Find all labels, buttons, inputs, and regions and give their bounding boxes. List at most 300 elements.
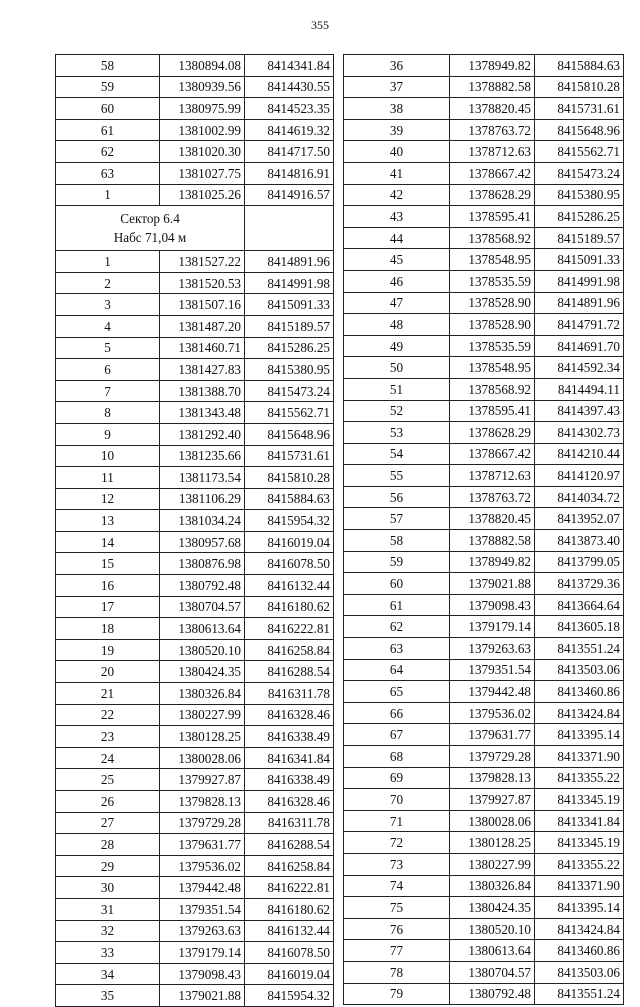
section-title: Сектор 6.4 xyxy=(120,211,180,227)
table-row xyxy=(344,551,624,573)
x-coordinate-cell: 1379927.87 xyxy=(450,789,535,811)
point-number-cell: 5 xyxy=(56,337,160,359)
point-number-cell: 59 xyxy=(344,551,450,573)
point-number-cell: 52 xyxy=(344,400,450,422)
point-number-cell: 64 xyxy=(344,659,450,681)
point-number-cell: 67 xyxy=(344,724,450,746)
section-header-cell xyxy=(56,206,245,251)
table-row xyxy=(344,681,624,703)
x-coordinate-cell: 1378820.45 xyxy=(450,98,535,120)
y-coordinate-cell: 8416311.78 xyxy=(245,683,334,705)
table-row xyxy=(344,55,624,77)
table-row xyxy=(56,639,334,661)
y-coordinate-cell: 8416341.84 xyxy=(245,747,334,769)
y-coordinate-cell: 8416019.04 xyxy=(245,531,334,553)
point-number-cell: 39 xyxy=(344,119,450,141)
right-table-body xyxy=(344,55,624,1005)
y-coordinate-cell: 8413371.90 xyxy=(535,746,624,768)
x-coordinate-cell: 1381427.83 xyxy=(160,359,245,381)
table-row xyxy=(344,746,624,768)
table-row xyxy=(56,855,334,877)
point-number-cell: 22 xyxy=(56,704,160,726)
x-coordinate-cell: 1380424.35 xyxy=(160,661,245,683)
table-row xyxy=(56,294,334,316)
table-row xyxy=(56,704,334,726)
x-coordinate-cell: 1381507.16 xyxy=(160,294,245,316)
point-number-cell: 1 xyxy=(56,184,160,206)
x-coordinate-cell: 1380227.99 xyxy=(450,853,535,875)
point-number-cell: 45 xyxy=(344,249,450,271)
y-coordinate-cell: 8413952.07 xyxy=(535,508,624,530)
x-coordinate-cell: 1381034.24 xyxy=(160,510,245,532)
point-number-cell: 70 xyxy=(344,789,450,811)
point-number-cell: 3 xyxy=(56,294,160,316)
y-coordinate-cell: 8413460.86 xyxy=(535,681,624,703)
table-row xyxy=(344,897,624,919)
table-row xyxy=(344,357,624,379)
point-number-cell: 63 xyxy=(344,638,450,660)
table-row xyxy=(344,853,624,875)
point-number-cell: 55 xyxy=(344,465,450,487)
y-coordinate-cell: 8415380.95 xyxy=(245,359,334,381)
x-coordinate-cell: 1378667.42 xyxy=(450,443,535,465)
x-coordinate-cell: 1378548.95 xyxy=(450,249,535,271)
x-coordinate-cell: 1379098.43 xyxy=(450,594,535,616)
point-number-cell: 27 xyxy=(56,812,160,834)
x-coordinate-cell: 1381020.30 xyxy=(160,141,245,163)
y-coordinate-cell: 8415731.61 xyxy=(535,98,624,120)
x-coordinate-cell: 1378763.72 xyxy=(450,486,535,508)
point-number-cell: 26 xyxy=(56,791,160,813)
point-number-cell: 16 xyxy=(56,575,160,597)
table-row xyxy=(56,251,334,273)
x-coordinate-cell: 1379536.02 xyxy=(450,702,535,724)
table-row xyxy=(344,335,624,357)
section-subtitle: Набс 71,04 м xyxy=(113,230,187,246)
y-coordinate-cell: 8414397.43 xyxy=(535,400,624,422)
x-coordinate-cell: 1381027.75 xyxy=(160,162,245,184)
x-coordinate-cell: 1378595.41 xyxy=(450,400,535,422)
table-row xyxy=(56,834,334,856)
x-coordinate-cell: 1379179.14 xyxy=(160,942,245,964)
point-number-cell: 35 xyxy=(56,985,160,1007)
table-row xyxy=(56,553,334,575)
point-number-cell: 58 xyxy=(56,55,160,77)
point-number-cell: 65 xyxy=(344,681,450,703)
x-coordinate-cell: 1379729.28 xyxy=(160,812,245,834)
point-number-cell: 33 xyxy=(56,942,160,964)
table-row xyxy=(56,898,334,920)
x-coordinate-cell: 1378528.90 xyxy=(450,314,535,336)
table-row xyxy=(344,378,624,400)
y-coordinate-cell: 8416328.46 xyxy=(245,791,334,813)
x-coordinate-cell: 1378528.90 xyxy=(450,292,535,314)
y-coordinate-cell: 8414430.55 xyxy=(245,76,334,98)
table-row xyxy=(56,769,334,791)
point-number-cell: 77 xyxy=(344,940,450,962)
point-number-cell: 29 xyxy=(56,855,160,877)
table-row xyxy=(344,702,624,724)
y-coordinate-cell: 8413341.84 xyxy=(535,810,624,832)
x-coordinate-cell: 1381002.99 xyxy=(160,119,245,141)
x-coordinate-cell: 1380704.57 xyxy=(450,961,535,983)
point-number-cell: 60 xyxy=(56,98,160,120)
point-number-cell: 49 xyxy=(344,335,450,357)
point-number-cell: 32 xyxy=(56,920,160,942)
point-number-cell: 4 xyxy=(56,315,160,337)
y-coordinate-cell: 8415648.96 xyxy=(535,119,624,141)
x-coordinate-cell: 1378535.59 xyxy=(450,335,535,357)
y-coordinate-cell: 8415562.71 xyxy=(245,402,334,424)
x-coordinate-cell: 1379351.54 xyxy=(450,659,535,681)
point-number-cell: 6 xyxy=(56,359,160,381)
point-number-cell: 61 xyxy=(56,119,160,141)
point-number-cell: 61 xyxy=(344,594,450,616)
point-number-cell: 2 xyxy=(56,272,160,294)
y-coordinate-cell: 8416258.84 xyxy=(245,855,334,877)
x-coordinate-cell: 1381106.29 xyxy=(160,488,245,510)
point-number-cell: 68 xyxy=(344,746,450,768)
x-coordinate-cell: 1379442.48 xyxy=(450,681,535,703)
x-coordinate-cell: 1381460.71 xyxy=(160,337,245,359)
table-row xyxy=(344,141,624,163)
point-number-cell: 79 xyxy=(344,983,450,1005)
table-row xyxy=(56,661,334,683)
table-row xyxy=(344,961,624,983)
point-number-cell: 7 xyxy=(56,380,160,402)
y-coordinate-cell: 8415954.32 xyxy=(245,985,334,1007)
table-row xyxy=(56,380,334,402)
table-row xyxy=(344,443,624,465)
x-coordinate-cell: 1380957.68 xyxy=(160,531,245,553)
y-coordinate-cell: 8415189.57 xyxy=(535,227,624,249)
x-coordinate-cell: 1381173.54 xyxy=(160,467,245,489)
y-coordinate-cell: 8413503.06 xyxy=(535,961,624,983)
point-number-cell: 24 xyxy=(56,747,160,769)
x-coordinate-cell: 1380876.98 xyxy=(160,553,245,575)
x-coordinate-cell: 1378535.59 xyxy=(450,270,535,292)
point-number-cell: 58 xyxy=(344,530,450,552)
y-coordinate-cell: 8416180.62 xyxy=(245,596,334,618)
point-number-cell: 60 xyxy=(344,573,450,595)
y-coordinate-cell: 8413371.90 xyxy=(535,875,624,897)
x-coordinate-cell: 1379828.13 xyxy=(450,767,535,789)
point-number-cell: 38 xyxy=(344,98,450,120)
y-coordinate-cell: 8414891.96 xyxy=(535,292,624,314)
point-number-cell: 74 xyxy=(344,875,450,897)
x-coordinate-cell: 1379631.77 xyxy=(160,834,245,856)
table-row xyxy=(56,162,334,184)
y-coordinate-cell: 8416132.44 xyxy=(245,575,334,597)
point-number-cell: 10 xyxy=(56,445,160,467)
table-row xyxy=(56,467,334,489)
x-coordinate-cell: 1380939.56 xyxy=(160,76,245,98)
y-coordinate-cell: 8416222.81 xyxy=(245,877,334,899)
y-coordinate-cell: 8413460.86 xyxy=(535,940,624,962)
point-number-cell: 62 xyxy=(56,141,160,163)
table-row xyxy=(56,359,334,381)
point-number-cell: 9 xyxy=(56,423,160,445)
x-coordinate-cell: 1380613.64 xyxy=(450,940,535,962)
y-coordinate-cell: 8413355.22 xyxy=(535,853,624,875)
x-coordinate-cell: 1380326.84 xyxy=(160,683,245,705)
x-coordinate-cell: 1380028.06 xyxy=(450,810,535,832)
x-coordinate-cell: 1378712.63 xyxy=(450,465,535,487)
point-number-cell: 57 xyxy=(344,508,450,530)
table-row xyxy=(56,55,334,77)
table-row xyxy=(344,508,624,530)
table-row xyxy=(344,594,624,616)
y-coordinate-cell: 8416078.50 xyxy=(245,942,334,964)
y-coordinate-cell: 8413345.19 xyxy=(535,789,624,811)
right-coordinates-table xyxy=(343,54,624,1005)
x-coordinate-cell: 1379021.88 xyxy=(160,985,245,1007)
table-row xyxy=(344,206,624,228)
table-row xyxy=(344,638,624,660)
x-coordinate-cell: 1379351.54 xyxy=(160,898,245,920)
y-coordinate-cell: 8415473.24 xyxy=(245,380,334,402)
table-row xyxy=(56,315,334,337)
y-coordinate-cell: 8414717.50 xyxy=(245,141,334,163)
y-coordinate-cell: 8415810.28 xyxy=(535,76,624,98)
y-coordinate-cell: 8413395.14 xyxy=(535,724,624,746)
table-row xyxy=(56,575,334,597)
y-coordinate-cell: 8415648.96 xyxy=(245,423,334,445)
y-coordinate-cell: 8413424.84 xyxy=(535,702,624,724)
y-coordinate-cell: 8414302.73 xyxy=(535,422,624,444)
y-coordinate-cell: 8414494.11 xyxy=(535,378,624,400)
y-coordinate-cell: 8415473.24 xyxy=(535,162,624,184)
section-header-body xyxy=(56,206,334,251)
point-number-cell: 17 xyxy=(56,596,160,618)
table-row xyxy=(344,573,624,595)
table-row xyxy=(344,184,624,206)
point-number-cell: 19 xyxy=(56,639,160,661)
x-coordinate-cell: 1378628.29 xyxy=(450,422,535,444)
x-coordinate-cell: 1380613.64 xyxy=(160,618,245,640)
x-coordinate-cell: 1378820.45 xyxy=(450,508,535,530)
point-number-cell: 66 xyxy=(344,702,450,724)
point-number-cell: 56 xyxy=(344,486,450,508)
table-row xyxy=(344,465,624,487)
y-coordinate-cell: 8416288.54 xyxy=(245,661,334,683)
x-coordinate-cell: 1380975.99 xyxy=(160,98,245,120)
x-coordinate-cell: 1378882.58 xyxy=(450,530,535,552)
point-number-cell: 46 xyxy=(344,270,450,292)
y-coordinate-cell: 8413345.19 xyxy=(535,832,624,854)
table-row xyxy=(56,402,334,424)
table-row xyxy=(344,832,624,854)
table-row xyxy=(56,920,334,942)
table-row xyxy=(56,812,334,834)
x-coordinate-cell: 1380894.08 xyxy=(160,55,245,77)
point-number-cell: 41 xyxy=(344,162,450,184)
x-coordinate-cell: 1379729.28 xyxy=(450,746,535,768)
table-row xyxy=(56,683,334,705)
x-coordinate-cell: 1380128.25 xyxy=(450,832,535,854)
y-coordinate-cell: 8416338.49 xyxy=(245,769,334,791)
x-coordinate-cell: 1381527.22 xyxy=(160,251,245,273)
table-row xyxy=(56,963,334,985)
y-coordinate-cell: 8415954.32 xyxy=(245,510,334,532)
x-coordinate-cell: 1378949.82 xyxy=(450,55,535,77)
y-coordinate-cell: 8416258.84 xyxy=(245,639,334,661)
x-coordinate-cell: 1381520.53 xyxy=(160,272,245,294)
point-number-cell: 43 xyxy=(344,206,450,228)
point-number-cell: 73 xyxy=(344,853,450,875)
x-coordinate-cell: 1378949.82 xyxy=(450,551,535,573)
table-row xyxy=(344,249,624,271)
table-row xyxy=(56,510,334,532)
table-row xyxy=(56,488,334,510)
table-row xyxy=(56,726,334,748)
x-coordinate-cell: 1380704.57 xyxy=(160,596,245,618)
x-coordinate-cell: 1379263.63 xyxy=(160,920,245,942)
y-coordinate-cell: 8414592.34 xyxy=(535,357,624,379)
point-number-cell: 48 xyxy=(344,314,450,336)
y-coordinate-cell: 8414210.44 xyxy=(535,443,624,465)
x-coordinate-cell: 1381487.20 xyxy=(160,315,245,337)
y-coordinate-cell: 8413729.36 xyxy=(535,573,624,595)
x-coordinate-cell: 1381388.70 xyxy=(160,380,245,402)
table-row xyxy=(56,423,334,445)
x-coordinate-cell: 1378712.63 xyxy=(450,141,535,163)
table-row xyxy=(344,659,624,681)
section-empty-cell xyxy=(245,206,334,251)
point-number-cell: 23 xyxy=(56,726,160,748)
y-coordinate-cell: 8414791.72 xyxy=(535,314,624,336)
x-coordinate-cell: 1379021.88 xyxy=(450,573,535,595)
table-row xyxy=(344,940,624,962)
point-number-cell: 28 xyxy=(56,834,160,856)
point-number-cell: 59 xyxy=(56,76,160,98)
point-number-cell: 13 xyxy=(56,510,160,532)
x-coordinate-cell: 1378628.29 xyxy=(450,184,535,206)
table-row xyxy=(344,918,624,940)
x-coordinate-cell: 1378763.72 xyxy=(450,119,535,141)
y-coordinate-cell: 8414691.70 xyxy=(535,335,624,357)
point-number-cell: 44 xyxy=(344,227,450,249)
table-row xyxy=(344,789,624,811)
x-coordinate-cell: 1381025.26 xyxy=(160,184,245,206)
left-table-bottom-body xyxy=(56,251,334,1007)
x-coordinate-cell: 1380792.48 xyxy=(450,983,535,1005)
point-number-cell: 36 xyxy=(344,55,450,77)
x-coordinate-cell: 1378595.41 xyxy=(450,206,535,228)
y-coordinate-cell: 8413551.24 xyxy=(535,983,624,1005)
table-row xyxy=(344,875,624,897)
point-number-cell: 54 xyxy=(344,443,450,465)
y-coordinate-cell: 8413395.14 xyxy=(535,897,624,919)
y-coordinate-cell: 8415286.25 xyxy=(245,337,334,359)
y-coordinate-cell: 8416338.49 xyxy=(245,726,334,748)
point-number-cell: 76 xyxy=(344,918,450,940)
table-row xyxy=(344,162,624,184)
y-coordinate-cell: 8415884.63 xyxy=(245,488,334,510)
x-coordinate-cell: 1378667.42 xyxy=(450,162,535,184)
point-number-cell: 25 xyxy=(56,769,160,791)
x-coordinate-cell: 1380520.10 xyxy=(450,918,535,940)
point-number-cell: 75 xyxy=(344,897,450,919)
x-coordinate-cell: 1379098.43 xyxy=(160,963,245,985)
x-coordinate-cell: 1380028.06 xyxy=(160,747,245,769)
table-row xyxy=(344,76,624,98)
y-coordinate-cell: 8416078.50 xyxy=(245,553,334,575)
table-row xyxy=(344,767,624,789)
y-coordinate-cell: 8416180.62 xyxy=(245,898,334,920)
y-coordinate-cell: 8416019.04 xyxy=(245,963,334,985)
point-number-cell: 72 xyxy=(344,832,450,854)
table-row xyxy=(56,877,334,899)
left-table-top-body xyxy=(56,55,334,206)
x-coordinate-cell: 1379927.87 xyxy=(160,769,245,791)
point-number-cell: 12 xyxy=(56,488,160,510)
point-number-cell: 51 xyxy=(344,378,450,400)
left-coordinates-table xyxy=(55,54,334,1007)
y-coordinate-cell: 8415091.33 xyxy=(245,294,334,316)
y-coordinate-cell: 8414816.91 xyxy=(245,162,334,184)
y-coordinate-cell: 8416288.54 xyxy=(245,834,334,856)
point-number-cell: 21 xyxy=(56,683,160,705)
x-coordinate-cell: 1379631.77 xyxy=(450,724,535,746)
y-coordinate-cell: 8415091.33 xyxy=(535,249,624,271)
table-row xyxy=(56,141,334,163)
table-row xyxy=(344,616,624,638)
table-row xyxy=(344,314,624,336)
x-coordinate-cell: 1380128.25 xyxy=(160,726,245,748)
x-coordinate-cell: 1379442.48 xyxy=(160,877,245,899)
point-number-cell: 14 xyxy=(56,531,160,553)
point-number-cell: 62 xyxy=(344,616,450,638)
table-row xyxy=(344,810,624,832)
x-coordinate-cell: 1381235.66 xyxy=(160,445,245,467)
y-coordinate-cell: 8415562.71 xyxy=(535,141,624,163)
table-row xyxy=(344,292,624,314)
y-coordinate-cell: 8415380.95 xyxy=(535,184,624,206)
point-number-cell: 40 xyxy=(344,141,450,163)
table-row xyxy=(56,184,334,206)
y-coordinate-cell: 8413424.84 xyxy=(535,918,624,940)
y-coordinate-cell: 8415810.28 xyxy=(245,467,334,489)
point-number-cell: 18 xyxy=(56,618,160,640)
table-row xyxy=(56,985,334,1007)
y-coordinate-cell: 8415189.57 xyxy=(245,315,334,337)
table-row xyxy=(344,98,624,120)
y-coordinate-cell: 8414120.97 xyxy=(535,465,624,487)
x-coordinate-cell: 1378548.95 xyxy=(450,357,535,379)
point-number-cell: 15 xyxy=(56,553,160,575)
y-coordinate-cell: 8414034.72 xyxy=(535,486,624,508)
table-row xyxy=(56,76,334,98)
table-row xyxy=(56,119,334,141)
y-coordinate-cell: 8414341.84 xyxy=(245,55,334,77)
x-coordinate-cell: 1380227.99 xyxy=(160,704,245,726)
x-coordinate-cell: 1381292.40 xyxy=(160,423,245,445)
table-row xyxy=(344,400,624,422)
y-coordinate-cell: 8414891.96 xyxy=(245,251,334,273)
point-number-cell: 47 xyxy=(344,292,450,314)
point-number-cell: 63 xyxy=(56,162,160,184)
point-number-cell: 69 xyxy=(344,767,450,789)
x-coordinate-cell: 1378882.58 xyxy=(450,76,535,98)
y-coordinate-cell: 8413605.18 xyxy=(535,616,624,638)
point-number-cell: 71 xyxy=(344,810,450,832)
point-number-cell: 53 xyxy=(344,422,450,444)
table-row xyxy=(344,270,624,292)
x-coordinate-cell: 1381343.48 xyxy=(160,402,245,424)
point-number-cell: 78 xyxy=(344,961,450,983)
y-coordinate-cell: 8415884.63 xyxy=(535,55,624,77)
